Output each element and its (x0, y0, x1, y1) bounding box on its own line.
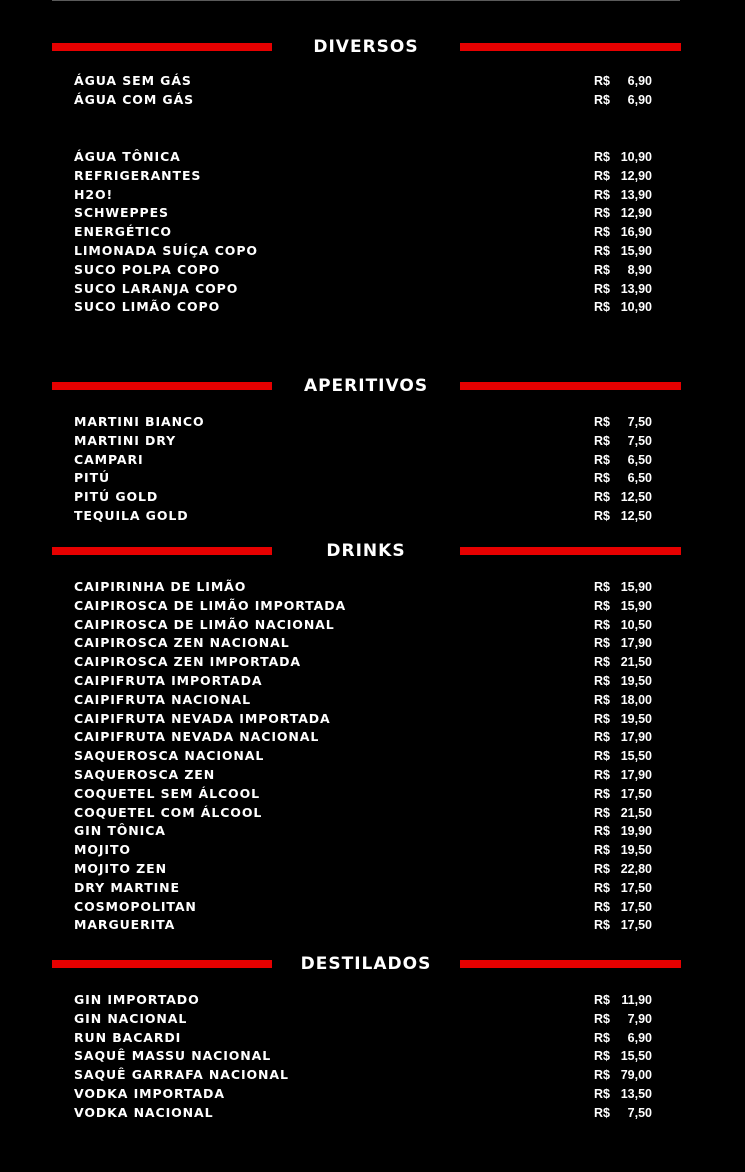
menu-item-name: MARTINI BIANCO (74, 414, 205, 429)
menu-item-price: 7,50 (627, 433, 652, 448)
currency-symbol: R$ (594, 636, 610, 651)
menu-item-row (0, 747, 745, 766)
menu-item-row (0, 860, 745, 879)
menu-item-price: 17,50 (620, 899, 652, 914)
currency-symbol: R$ (594, 843, 610, 858)
currency-symbol: R$ (594, 74, 610, 88)
menu-item-row (0, 691, 745, 710)
menu-item-name: MOJITO (74, 842, 131, 858)
menu-item-price: 6,90 (627, 74, 652, 88)
menu-item-price: 21,50 (620, 655, 652, 670)
section-title-drinks: DRINKS (326, 541, 406, 561)
menu-item-price: 6,50 (627, 452, 652, 467)
currency-symbol: R$ (594, 899, 610, 914)
currency-symbol: R$ (594, 168, 610, 183)
currency-symbol: R$ (594, 281, 610, 296)
menu-item-price: 15,50 (620, 749, 652, 764)
menu-item-row (0, 242, 745, 261)
menu-item-name: CAIPIROSCA DE LIMÃO IMPORTADA (74, 597, 347, 613)
menu-item-name: ENERGÉTICO (74, 224, 172, 240)
menu-item-row (0, 653, 745, 672)
menu-item-name: CAIPIROSCA ZEN NACIONAL (74, 635, 290, 651)
menu-item-price: 8,90 (627, 262, 652, 277)
menu-item-name: ÁGUA COM GÁS (74, 91, 195, 107)
menu-item-name: COSMOPOLITAN (74, 898, 197, 914)
currency-symbol: R$ (594, 824, 610, 839)
menu-item-price: 6,50 (627, 471, 652, 486)
menu-item-price: 17,50 (620, 880, 652, 895)
currency-symbol: R$ (594, 508, 610, 523)
menu-item-row (0, 728, 745, 747)
currency-symbol: R$ (594, 880, 610, 895)
menu-item-row (0, 766, 745, 785)
currency-symbol: R$ (594, 262, 610, 277)
menu-item-price: 12,50 (620, 508, 652, 523)
menu-item-price: 19,50 (620, 843, 652, 858)
section-header-drinks (0, 539, 745, 565)
menu-item-row (0, 597, 745, 616)
menu-item-price: 6,90 (627, 1030, 652, 1045)
menu-item-row (0, 1047, 745, 1066)
menu-item-row (0, 451, 745, 470)
menu-item-name: COQUETEL COM ÁLCOOL (74, 804, 263, 820)
menu-item-row (0, 167, 745, 186)
menu-item-price: 10,90 (620, 150, 652, 164)
menu-item-row (0, 916, 745, 935)
currency-symbol: R$ (594, 749, 610, 764)
menu-item-row (0, 841, 745, 860)
menu-item-name: DRY MARTINE (74, 879, 180, 895)
menu-item-name: H2O! (74, 186, 114, 202)
currency-symbol: R$ (594, 243, 610, 258)
menu-item-name: GIN TÔNICA (74, 823, 166, 839)
menu-item-price: 11,90 (621, 993, 652, 1007)
currency-symbol: R$ (594, 225, 610, 240)
red-divider-left (52, 382, 272, 390)
currency-symbol: R$ (594, 767, 610, 782)
menu-item-name: CAIPIROSCA ZEN IMPORTADA (74, 654, 302, 670)
menu-item-name: TEQUILA GOLD (74, 507, 189, 523)
menu-item-name: SAQUEROSCA ZEN (74, 766, 216, 782)
section-title-aperitivos: APERITIVOS (303, 376, 429, 396)
currency-symbol: R$ (594, 92, 610, 107)
section-title-destilados: DESTILADOS (300, 954, 432, 974)
menu-item-name: CAIPIFRUTA NEVADA IMPORTADA (74, 710, 331, 726)
currency-symbol: R$ (594, 1068, 610, 1083)
menu-item-price: 17,90 (620, 767, 652, 782)
currency-symbol: R$ (594, 805, 610, 820)
menu-item-row (0, 1085, 745, 1104)
menu-item-row (0, 91, 745, 110)
currency-symbol: R$ (594, 1049, 610, 1064)
menu-item-price: 12,90 (620, 206, 652, 221)
menu-item-price: 21,50 (620, 805, 652, 820)
menu-item-name: SAQUEROSCA NACIONAL (74, 748, 265, 764)
menu-item-name: VODKA IMPORTADA (74, 1085, 225, 1101)
menu-item-name: MOJITO ZEN (74, 860, 167, 876)
menu-item-name: SCHWEPPES (74, 205, 169, 221)
menu-item-row (0, 1010, 745, 1029)
currency-symbol: R$ (594, 580, 610, 594)
menu-item-name: GIN NACIONAL (74, 1010, 188, 1026)
menu-item-row (0, 469, 745, 488)
menu-item-row (0, 616, 745, 635)
item-list-drinks (0, 578, 745, 935)
currency-symbol: R$ (594, 918, 610, 933)
currency-symbol: R$ (594, 692, 610, 707)
menu-item-row (0, 898, 745, 917)
menu-item-price: 6,90 (627, 92, 652, 107)
menu-item-row (0, 413, 745, 432)
menu-item-name: CAIPIRINHA DE LIMÃO (74, 579, 247, 594)
menu-item-row (0, 72, 745, 91)
menu-item-price: 17,90 (620, 636, 652, 651)
menu-item-name: CAMPARI (74, 451, 144, 467)
currency-symbol: R$ (594, 1086, 610, 1101)
menu-item-price: 10,50 (620, 617, 652, 632)
menu-item-name: VODKA NACIONAL (74, 1104, 214, 1120)
currency-symbol: R$ (594, 1011, 610, 1026)
currency-symbol: R$ (594, 150, 610, 164)
menu-item-row (0, 634, 745, 653)
red-divider-right (460, 547, 681, 555)
menu-item-name: COQUETEL SEM ÁLCOOL (74, 785, 260, 801)
menu-item-row (0, 1029, 745, 1048)
menu-item-price: 17,90 (620, 730, 652, 745)
currency-symbol: R$ (594, 617, 610, 632)
menu-item-price: 7,50 (627, 1105, 652, 1120)
menu-item-price: 13,90 (620, 281, 652, 296)
item-list-aperitivos (0, 413, 745, 526)
currency-symbol: R$ (594, 415, 610, 429)
red-divider-left (52, 43, 272, 51)
currency-symbol: R$ (594, 786, 610, 801)
red-divider-right (460, 382, 681, 390)
menu-item-price: 16,90 (620, 225, 652, 240)
menu-item-row (0, 710, 745, 729)
menu-item-row (0, 432, 745, 451)
menu-item-price: 17,50 (620, 918, 652, 933)
section-header-aperitivos (0, 374, 745, 400)
menu-item-price: 7,50 (627, 415, 652, 429)
top-border-line (52, 0, 680, 1)
menu-item-price: 15,90 (620, 580, 652, 594)
menu-item-name: CAIPIFRUTA IMPORTADA (74, 672, 263, 688)
currency-symbol: R$ (594, 452, 610, 467)
currency-symbol: R$ (594, 598, 610, 613)
item-list-destilados (0, 991, 745, 1123)
menu-item-price: 15,50 (620, 1049, 652, 1064)
menu-item-row (0, 991, 745, 1010)
menu-item-price: 18,00 (620, 692, 652, 707)
menu-item-row (0, 261, 745, 280)
menu-item-row (0, 204, 745, 223)
menu-item-row (0, 488, 745, 507)
red-divider-right (460, 960, 681, 968)
menu-item-price: 19,50 (620, 711, 652, 726)
currency-symbol: R$ (594, 490, 610, 505)
menu-item-price: 19,90 (620, 824, 652, 839)
menu-item-price: 15,90 (620, 243, 652, 258)
menu-item-price: 12,50 (620, 490, 652, 505)
menu-item-name: CAIPIROSCA DE LIMÃO NACIONAL (74, 616, 335, 632)
menu-item-name: SAQUÊ GARRAFA NACIONAL (74, 1067, 289, 1083)
menu-item-row (0, 578, 745, 597)
currency-symbol: R$ (594, 1105, 610, 1120)
menu-item-row (0, 186, 745, 205)
currency-symbol: R$ (594, 993, 610, 1007)
menu-item-row (0, 1104, 745, 1123)
menu-item-name: PITÚ GOLD (74, 489, 159, 505)
menu-item-name: MARTINI DRY (74, 432, 177, 448)
menu-item-row (0, 785, 745, 804)
menu-item-name: REFRIGERANTES (74, 167, 202, 183)
item-list-diversos (0, 72, 745, 110)
item-list-diversos-2 (0, 148, 745, 317)
menu-item-name: RUN BACARDI (74, 1029, 182, 1045)
currency-symbol: R$ (594, 730, 610, 745)
section-title-diversos: DIVERSOS (313, 37, 419, 57)
currency-symbol: R$ (594, 1030, 610, 1045)
menu-item-row (0, 804, 745, 823)
menu-item-price: 10,90 (620, 300, 652, 315)
menu-item-name: LIMONADA SUÍÇA COPO (74, 242, 258, 258)
menu-item-name: SUCO LIMÃO COPO (74, 299, 221, 315)
menu-item-row (0, 223, 745, 242)
currency-symbol: R$ (594, 655, 610, 670)
menu-item-row (0, 672, 745, 691)
currency-symbol: R$ (594, 471, 610, 486)
menu-item-row (0, 148, 745, 167)
menu-item-name: PITÚ (74, 470, 111, 486)
currency-symbol: R$ (594, 711, 610, 726)
menu-item-price: 79,00 (620, 1068, 652, 1083)
currency-symbol: R$ (594, 861, 610, 876)
section-header-diversos (0, 35, 745, 61)
section-header-destilados (0, 952, 745, 978)
menu-item-price: 7,90 (627, 1011, 652, 1026)
menu-item-price: 13,50 (620, 1086, 652, 1101)
menu-item-price: 12,90 (620, 168, 652, 183)
currency-symbol: R$ (594, 673, 610, 688)
menu-item-price: 15,90 (620, 598, 652, 613)
currency-symbol: R$ (594, 433, 610, 448)
menu-item-row (0, 879, 745, 898)
menu-item-name: SUCO POLPA COPO (74, 261, 221, 277)
menu-item-name: MARGUERITA (74, 917, 176, 933)
menu-item-price: 22,80 (620, 861, 652, 876)
menu-item-row (0, 298, 745, 317)
menu-item-row (0, 1066, 745, 1085)
red-divider-left (52, 547, 272, 555)
menu-item-row (0, 280, 745, 299)
currency-symbol: R$ (594, 206, 610, 221)
red-divider-left (52, 960, 272, 968)
menu-item-name: SUCO LARANJA COPO (74, 280, 239, 296)
menu-item-name: ÁGUA SEM GÁS (74, 73, 192, 88)
red-divider-right (460, 43, 681, 51)
currency-symbol: R$ (594, 300, 610, 315)
menu-item-row (0, 822, 745, 841)
menu-item-name: SAQUÊ MASSU NACIONAL (74, 1048, 272, 1064)
menu-item-price: 13,90 (620, 187, 652, 202)
menu-item-row (0, 507, 745, 526)
menu-item-name: CAIPIFRUTA NEVADA NACIONAL (74, 729, 320, 745)
currency-symbol: R$ (594, 187, 610, 202)
menu-item-price: 19,50 (620, 673, 652, 688)
menu-item-name: GIN IMPORTADO (74, 992, 200, 1007)
menu-item-price: 17,50 (620, 786, 652, 801)
menu-item-name: CAIPIFRUTA NACIONAL (74, 691, 251, 707)
menu-item-name: ÁGUA TÔNICA (74, 149, 181, 164)
